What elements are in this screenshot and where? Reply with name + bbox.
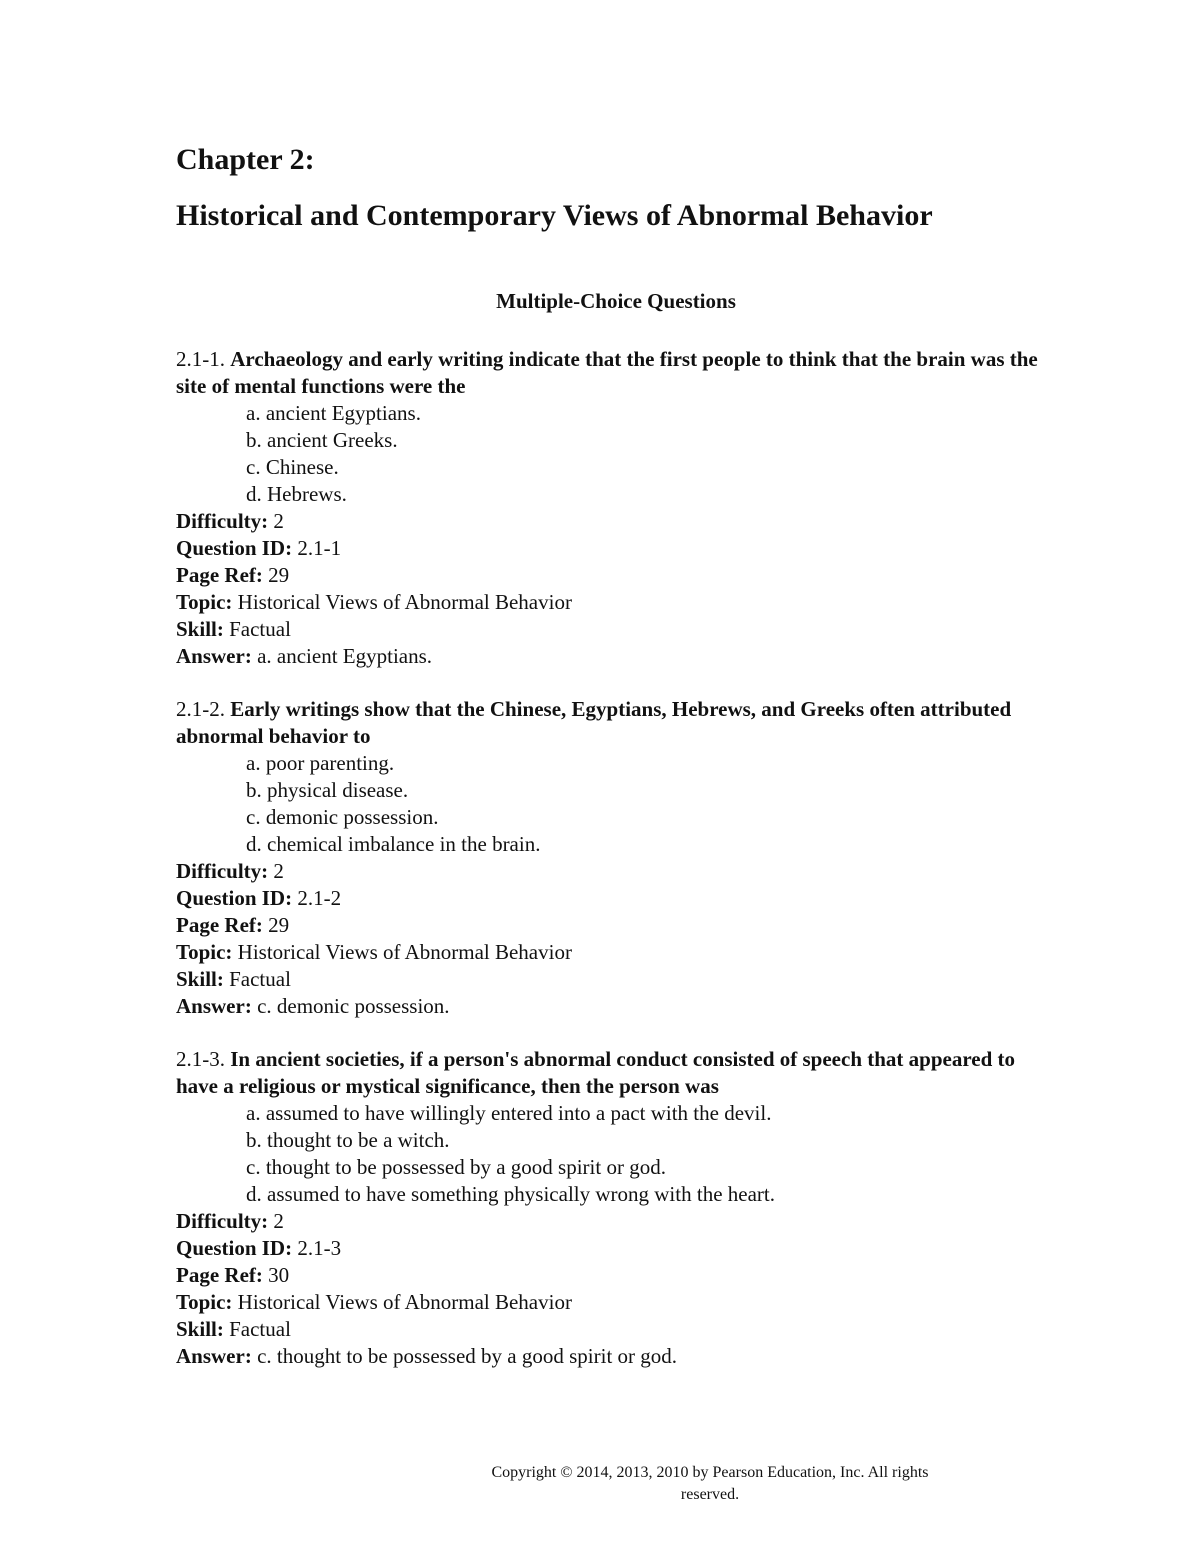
answer-row [176, 993, 1056, 1020]
option-b: b. thought to be a witch. [246, 1128, 450, 1152]
question-id-label: Question ID: [176, 886, 293, 910]
skill-value: Factual [229, 1317, 291, 1341]
skill-value: Factual [229, 967, 291, 991]
page-ref-row [176, 912, 1056, 939]
option-d: d. assumed to have something physically wrong with the heart. [246, 1182, 775, 1206]
topic-row [176, 939, 1056, 966]
topic-value: Historical Views of Abnormal Behavior [237, 940, 572, 964]
answer-value: a. ancient Egyptians. [257, 644, 433, 668]
question-id-value: 2.1-3 [297, 1236, 342, 1260]
difficulty-row [176, 858, 1056, 885]
topic-row [176, 1289, 1056, 1316]
option-c: c. thought to be possessed by a good spirit or god. [246, 1155, 666, 1179]
page-ref-row [176, 562, 1056, 589]
skill-label: Skill: [176, 617, 224, 641]
option-c: c. Chinese. [246, 455, 339, 479]
answer-label: Answer: [176, 994, 252, 1018]
page-ref-value: 30 [268, 1263, 290, 1287]
chapter-title: Historical and Contemporary Views of Abnormal Behavior [176, 199, 933, 232]
option-a: a. ancient Egyptians. [246, 401, 421, 425]
question-id-label: Question ID: [176, 536, 293, 560]
question-id-label: Question ID: [176, 1236, 293, 1260]
page-ref-label: Page Ref: [176, 563, 263, 587]
question-block [176, 1046, 1056, 1370]
chapter-number: Chapter 2: [176, 143, 315, 176]
answer-value: c. demonic possession. [257, 994, 450, 1018]
topic-value: Historical Views of Abnormal Behavior [237, 1290, 572, 1314]
difficulty-row [176, 508, 1056, 535]
difficulty-label: Difficulty: [176, 509, 269, 533]
topic-label: Topic: [176, 590, 233, 614]
option-b: b. ancient Greeks. [246, 428, 398, 452]
question-text: Early writings show that the Chinese, Egyptians, Hebrews, and Greeks often attributed abnormal behavior to [176, 697, 1012, 748]
skill-row [176, 1316, 1056, 1343]
document-page [176, 138, 1056, 1370]
difficulty-row [176, 1208, 1056, 1235]
question-block [176, 696, 1056, 1020]
question-stem [176, 1046, 1056, 1100]
page-ref-label: Page Ref: [176, 913, 263, 937]
skill-row [176, 966, 1056, 993]
option-d: d. chemical imbalance in the brain. [246, 832, 541, 856]
page-ref-value: 29 [268, 563, 290, 587]
question-text: Archaeology and early writing indicate that the first people to think that the brain was the site of mental functions were the [176, 347, 1038, 398]
answer-label: Answer: [176, 1344, 252, 1368]
skill-label: Skill: [176, 967, 224, 991]
topic-row [176, 589, 1056, 616]
option-a: a. poor parenting. [246, 751, 395, 775]
question-number: 2.1-1. [176, 347, 225, 371]
question-id-value: 2.1-1 [297, 536, 342, 560]
question-block [176, 346, 1056, 670]
difficulty-value: 2 [273, 509, 284, 533]
answer-options [176, 1100, 1056, 1208]
answer-row [176, 643, 1056, 670]
difficulty-label: Difficulty: [176, 1209, 269, 1233]
difficulty-label: Difficulty: [176, 859, 269, 883]
question-id-row [176, 885, 1056, 912]
skill-label: Skill: [176, 1317, 224, 1341]
skill-row [176, 616, 1056, 643]
question-id-row [176, 1235, 1056, 1262]
answer-options [176, 400, 1056, 508]
question-number: 2.1-3. [176, 1047, 225, 1071]
question-stem [176, 696, 1056, 750]
question-id-value: 2.1-2 [297, 886, 342, 910]
skill-value: Factual [229, 617, 291, 641]
question-number: 2.1-2. [176, 697, 225, 721]
answer-options [176, 750, 1056, 858]
difficulty-value: 2 [273, 1209, 284, 1233]
page-ref-value: 29 [268, 913, 290, 937]
question-stem [176, 346, 1056, 400]
page-ref-row [176, 1262, 1056, 1289]
topic-label: Topic: [176, 940, 233, 964]
answer-row [176, 1343, 1056, 1370]
topic-label: Topic: [176, 1290, 233, 1314]
question-text: In ancient societies, if a person's abnormal conduct consisted of speech that appeared to have a religious or mystical significance, then the person was [176, 1047, 1016, 1098]
option-d: d. Hebrews. [246, 482, 347, 506]
section-heading: Multiple-Choice Questions [496, 289, 736, 313]
answer-label: Answer: [176, 644, 252, 668]
copyright-footer [440, 1462, 980, 1506]
copyright-line-2: reserved. [680, 1486, 740, 1503]
topic-value: Historical Views of Abnormal Behavior [237, 590, 572, 614]
option-b: b. physical disease. [246, 778, 409, 802]
copyright-line-1: Copyright © 2014, 2013, 2010 by Pearson Education, Inc. All rights [491, 1464, 929, 1481]
option-c: c. demonic possession. [246, 805, 439, 829]
question-id-row [176, 535, 1056, 562]
answer-value: c. thought to be possessed by a good spirit or god. [257, 1344, 678, 1368]
difficulty-value: 2 [273, 859, 284, 883]
page-ref-label: Page Ref: [176, 1263, 263, 1287]
option-a: a. assumed to have willingly entered into a pact with the devil. [246, 1101, 772, 1125]
